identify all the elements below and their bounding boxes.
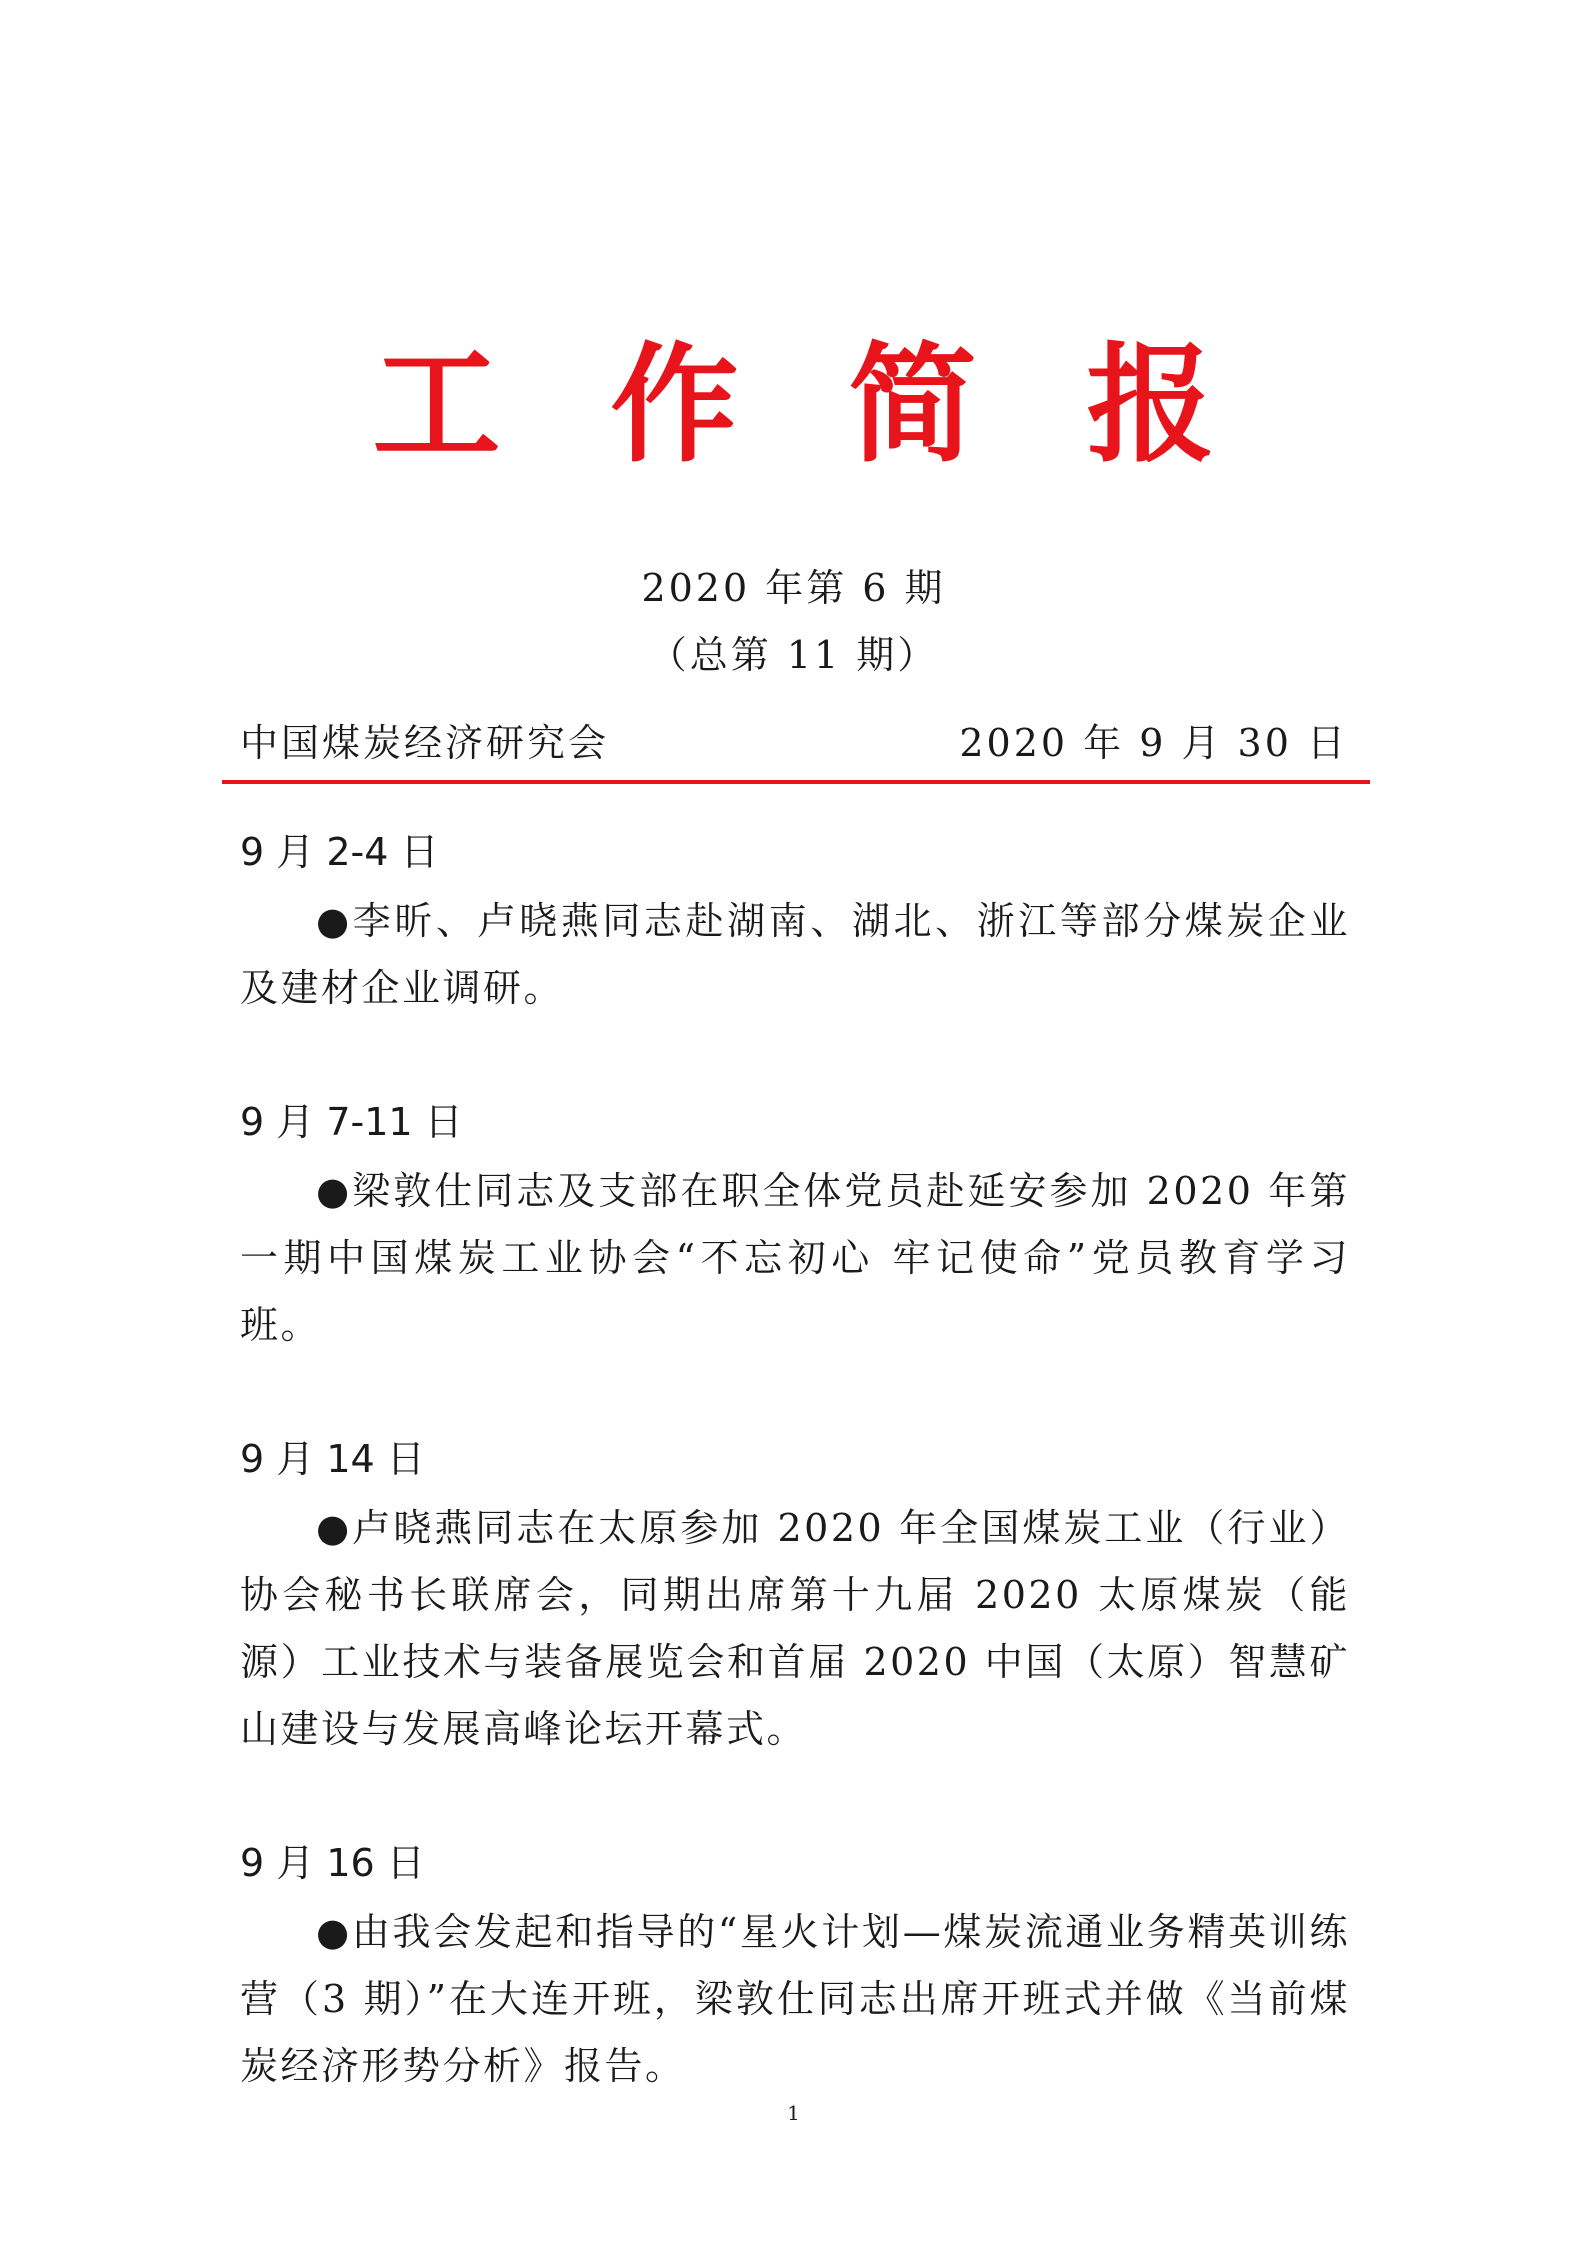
entry-date: 9 月 16 日 <box>240 1841 425 1885</box>
issue-number: 2020 年第 6 期 <box>641 566 946 610</box>
masthead-char: 工 <box>372 330 501 480</box>
entry-text: ●由我会发起和指导的“星火计划—煤炭流通业务精英训练营（3 期）”在大连开班，梁敦仕同志出席开班式并做《当前煤炭经济形势分析》报告。 <box>240 1910 1350 2088</box>
entry-text: ●梁敦仕同志及支部在职全体党员赴延安参加 2020 年第一期中国煤炭工业协会“不忘初心 牢记使命”党员教育学习班。 <box>240 1169 1350 1347</box>
publish-date: 2020 年 9 月 30 日 <box>959 721 1348 765</box>
briefing-content <box>240 822 1350 2170</box>
briefing-entry <box>240 1833 1350 2100</box>
page-number: 1 <box>787 2101 800 2125</box>
entry-date: 9 月 14 日 <box>240 1437 425 1481</box>
total-issue-number: （总第 11 期） <box>648 633 939 677</box>
red-divider <box>222 780 1370 784</box>
briefing-entry <box>240 1429 1350 1763</box>
masthead-char: 报 <box>1086 330 1215 480</box>
entry-date: 9 月 7-11 日 <box>240 1100 463 1144</box>
organization-name: 中国煤炭经济研究会 <box>240 721 610 765</box>
org-date-line <box>240 718 1348 768</box>
briefing-entry <box>240 822 1350 1022</box>
entry-text: ●李昕、卢晓燕同志赴湖南、湖北、浙江等部分煤炭企业及建材企业调研。 <box>240 899 1350 1010</box>
entry-date: 9 月 2-4 日 <box>240 830 439 874</box>
entry-text: ●卢晓燕同志在太原参加 2020 年全国煤炭工业（行业）协会秘书长联席会，同期出席第十九届 2020 太原煤炭（能源）工业技术与装备展览会和首届 2020 中国（太原）智慧矿山建设与发展高峰论坛开幕式。 <box>240 1506 1350 1751</box>
briefing-entry <box>240 1092 1350 1359</box>
masthead-title <box>0 330 1587 480</box>
masthead-char: 简 <box>848 330 977 480</box>
masthead-char: 作 <box>610 330 739 480</box>
